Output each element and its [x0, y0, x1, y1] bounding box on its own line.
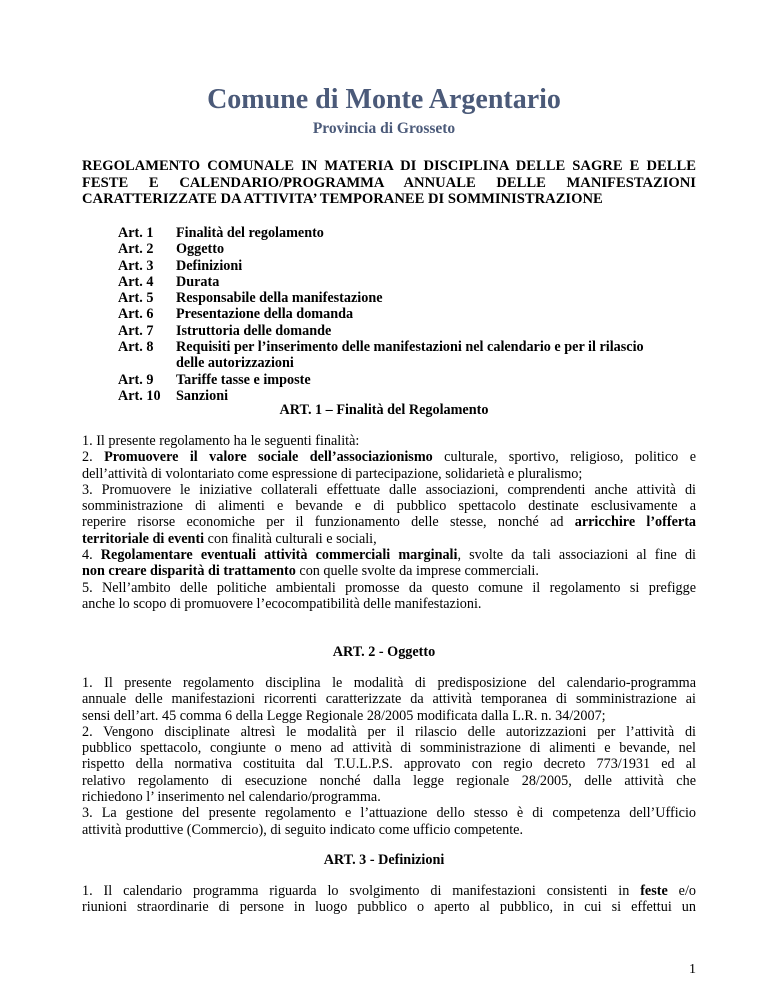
- page-number: 1: [689, 962, 696, 977]
- toc-item: Art. 4 Durata: [118, 273, 220, 290]
- page-subtitle: Provincia di Grosseto: [312, 120, 456, 137]
- heading-line: CARATTERIZZATE DA ATTIVITA’ TEMPORANEE DI SOMMINISTRAZIONE: [82, 191, 603, 207]
- art3-body: 1. Il calendario programma riguarda lo svolgimento di manifestazioni consistenti in feste e/o riunioni straordinarie di persone in luogo pubblico o aperto al pubblico, in cui si effettui un: [82, 883, 696, 916]
- section-title-art2: ART. 2 - Oggetto: [332, 644, 436, 660]
- toc-item: Art. 3 Definizioni: [118, 257, 243, 274]
- toc-item: Art. 7 Istruttoria delle domande: [118, 322, 332, 339]
- toc-item: Art. 6 Presentazione della domanda: [118, 306, 354, 323]
- table-of-contents: [118, 225, 644, 404]
- toc-item-continuation: delle autorizzazioni: [176, 355, 294, 372]
- toc-item: Art. 8 Requisiti per l’inserimento delle manifestazioni nel calendario e per il rilascio: [118, 339, 644, 356]
- section-title-art1: ART. 1 – Finalità del Regolamento: [279, 402, 489, 418]
- toc-item: Art. 2 Oggetto: [118, 241, 225, 258]
- toc-item: Art. 9 Tariffe tasse e imposte: [118, 371, 311, 388]
- art2-body: 1. Il presente regolamento disciplina le modalità di predisposizione del calendario-programma annuale delle manifestazioni ricorrenti caratterizzate da attività temporanea di somministrazione ai sensi dell’art. 45 comma 6 della Legge Regionale 28/2005 modificata dalla L.R. n. 34/2007; 2. Vengono disciplinate altresì le modalità per il rilascio delle autorizzazioni per l’attività di pubblico spettacolo, congiunte o meno ad attività di somministrazione di alimenti e bevande, nel rispetto della normativa costituita dal T.U.L.P.S. approvato con regio decreto 773/1931 ed al relativo regolamento di esecuzione nonché dalla legge regionale 28/2005, delle attività che richiedono l’ inserimento nel calendario/programma. 3. La gestione del presente regolamento e l’attuazione dello stesso è di competenza dell’Ufficio attività produttive (Commercio), di seguito indicato come ufficio competente.: [82, 675, 696, 838]
- toc-item: Art. 5 Responsabile della manifestazione: [118, 290, 383, 307]
- heading-line: FESTE E CALENDARIO/PROGRAMMA ANNUALE DELLE MANIFESTAZIONI: [82, 174, 696, 191]
- toc-item: Art. 10 Sanzioni: [118, 387, 229, 404]
- toc-item: Art. 1 Finalità del regolamento: [118, 225, 324, 241]
- heading-line: REGOLAMENTO COMUNALE IN MATERIA DI DISCIPLINA DELLE SAGRE E DELLE: [82, 158, 696, 174]
- art1-body: 1. Il presente regolamento ha le seguenti finalità: 2. Promuovere il valore sociale dell’associazionismo culturale, sportivo, religioso, politico e dell’attività di volontariato come espressione di partecipazione, solidarietà e pluralismo; 3. Promuovere le iniziative collaterali effettuate dalle associazioni, comprendenti anche attività di somministrazione di alimenti e bevande e di pubblico spettacolo destinate esclusivamente a reperire risorse economiche per il funzionamento delle stesse, nonché ad arricchire l’offerta territoriale di eventi con finalità culturali e sociali, 4. Regolamentare eventuali attività commerciali marginali, svolte da tali associazioni al fine di non creare disparità di trattamento con quelle svolte da imprese commerciali. 5. Nell’ambito delle politiche ambientali promosse da questo comune il regolamento si prefigge anche lo scopo di promuovere l’ecocompatibilità delle manifestazioni.: [82, 433, 697, 612]
- regulation-heading: [82, 158, 696, 208]
- page-title: Comune di Monte Argentario: [207, 84, 561, 115]
- section-title-art3: ART. 3 - Definizioni: [323, 852, 445, 868]
